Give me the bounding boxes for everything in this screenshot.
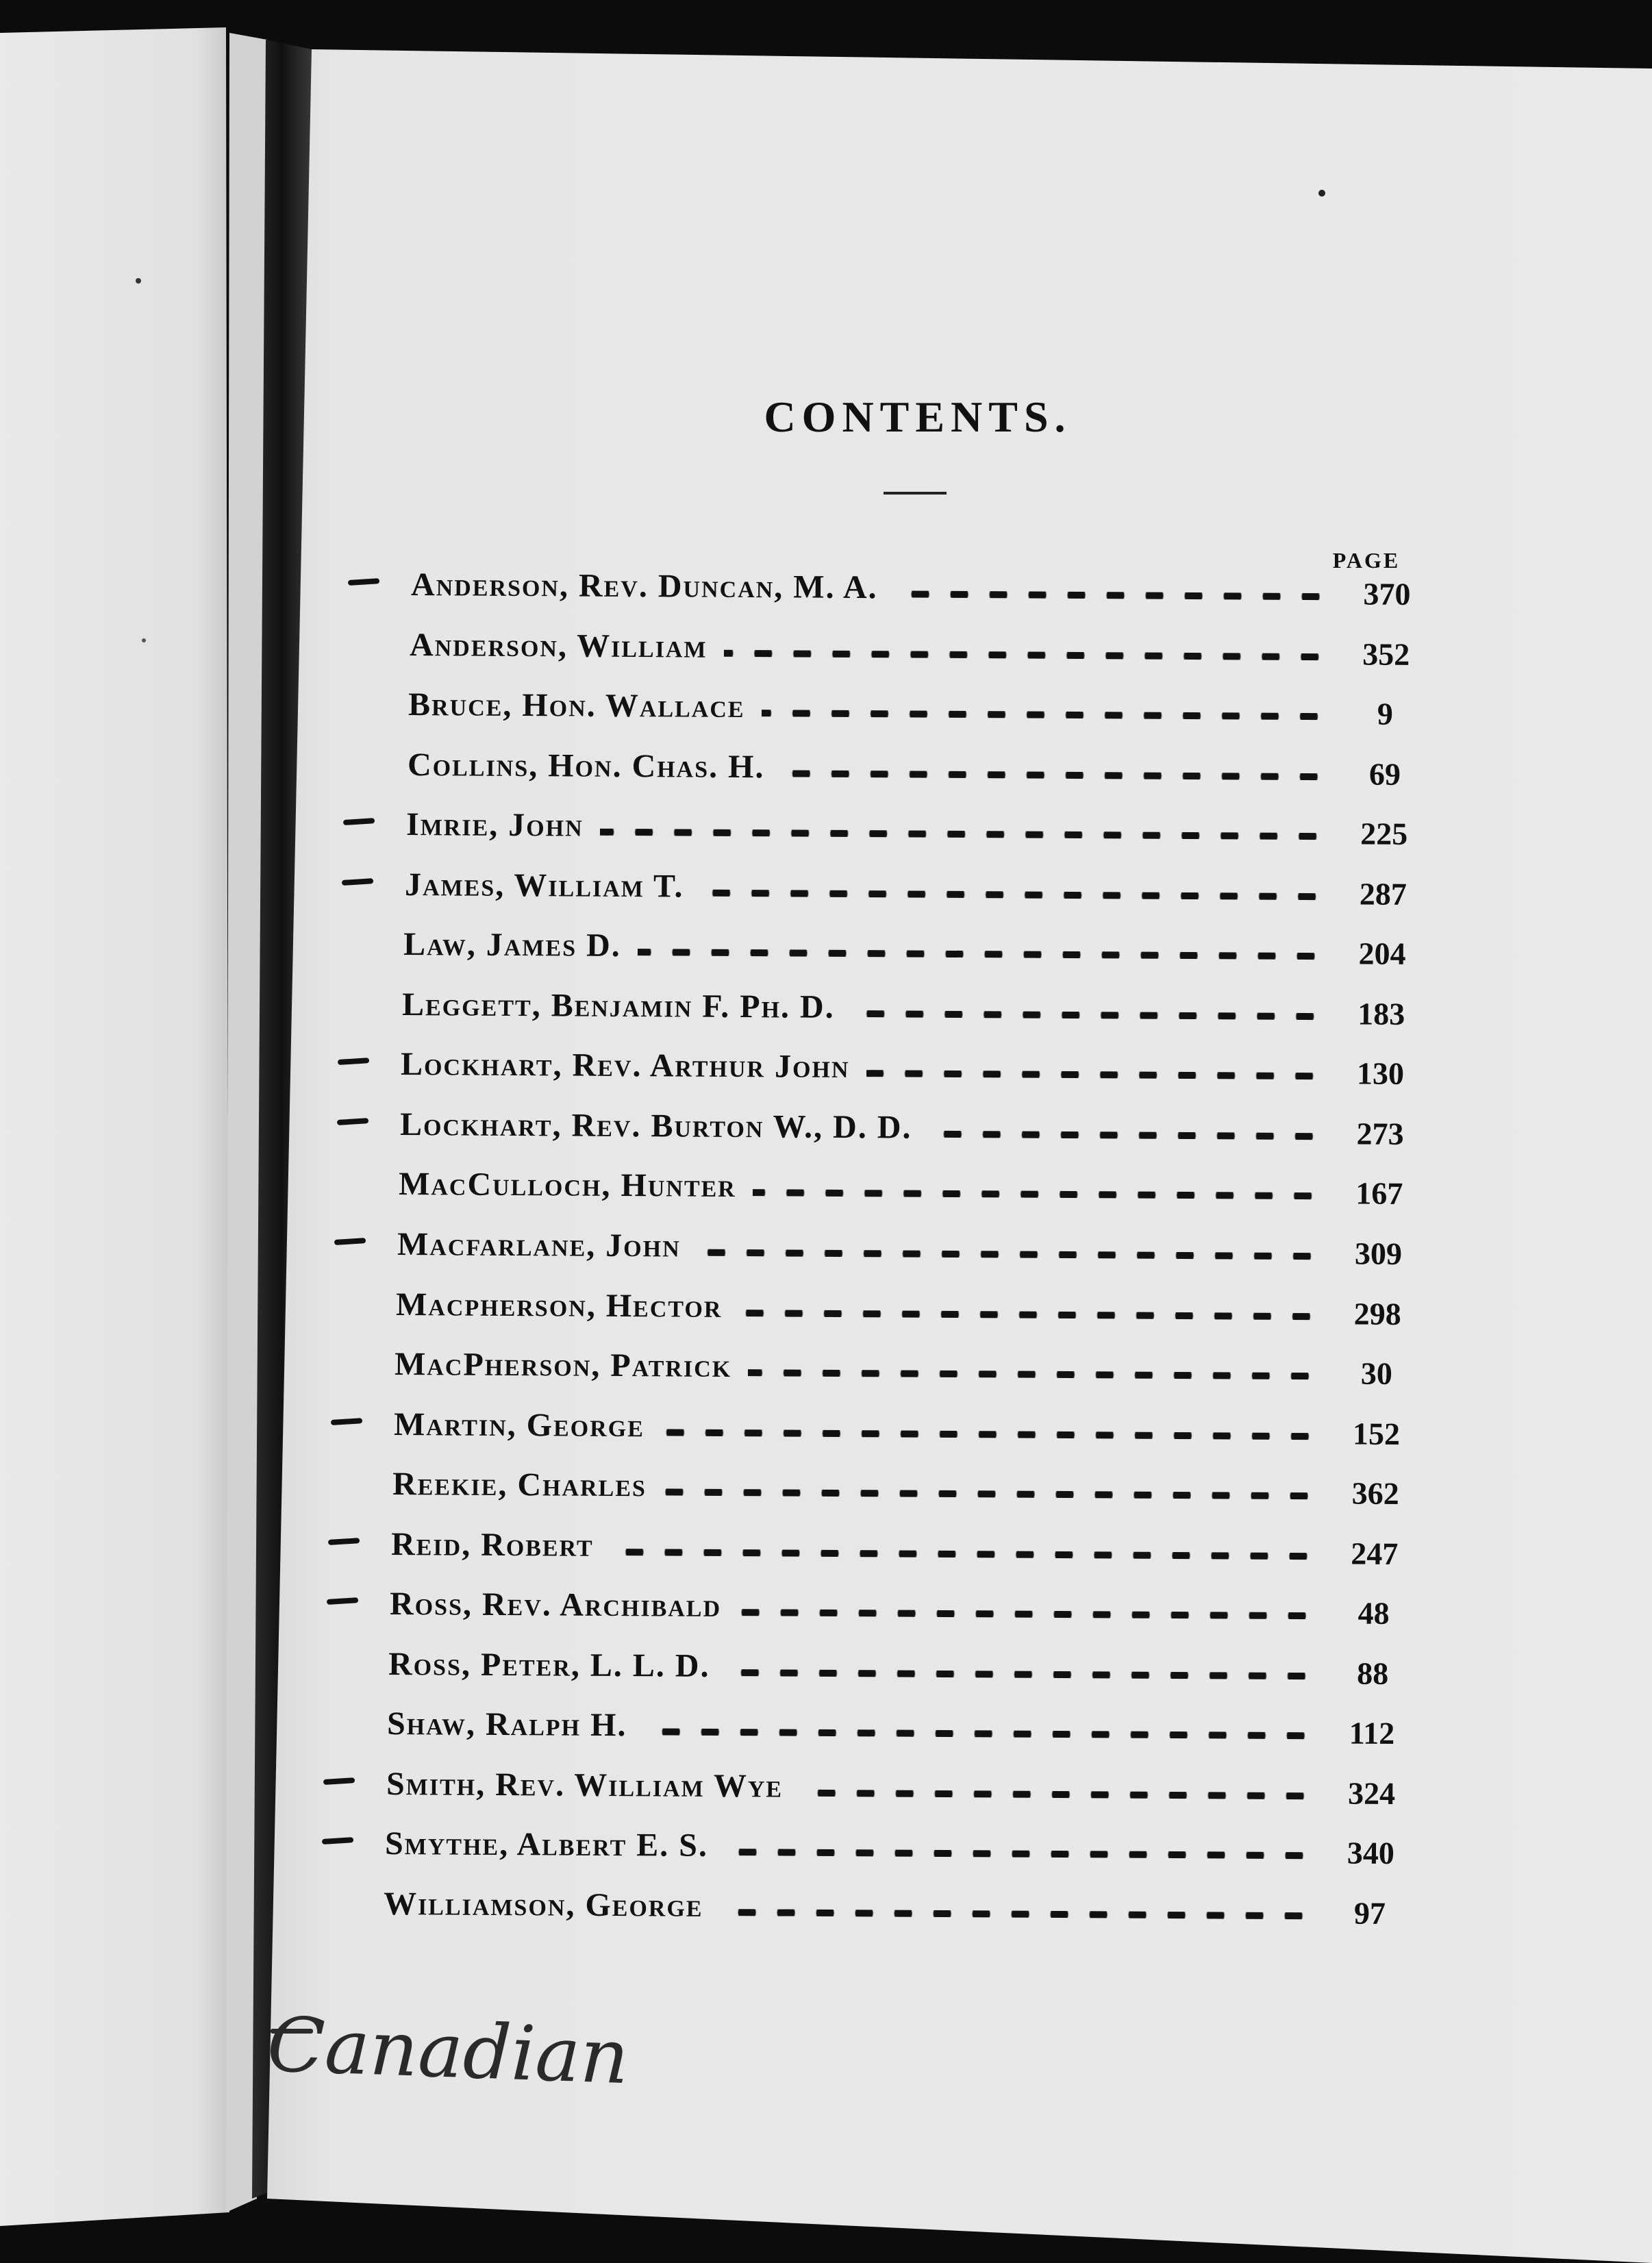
entry-page-number: 273 [1356, 1116, 1404, 1151]
dot-leader [697, 1249, 1322, 1260]
entry-page-number: 112 [1349, 1715, 1395, 1751]
entry-page-number: 309 [1354, 1236, 1403, 1271]
contents-entry [405, 866, 1428, 920]
contents-entry [384, 1885, 1414, 1939]
contents-entry [392, 1465, 1421, 1519]
entry-name: Law, James D. [403, 926, 621, 964]
margin-tick-mark [336, 1118, 368, 1125]
contents-entry [399, 1105, 1425, 1160]
margin-tick-mark [327, 1597, 358, 1605]
dot-leader [739, 1310, 1321, 1320]
margin-tick-mark [348, 578, 379, 586]
entry-name: Ross, Rev. Archibald [389, 1586, 722, 1625]
entry-name: Imrie, John [405, 806, 584, 844]
entry-page-number: 324 [1347, 1775, 1395, 1811]
entry-page-number: 247 [1351, 1536, 1399, 1571]
entry-page-number: 298 [1353, 1296, 1401, 1331]
dot-leader [749, 1369, 1320, 1379]
entry-name: Ross, Peter, L. L. D. [388, 1645, 710, 1684]
contents-entry [386, 1765, 1416, 1819]
entry-page-number: 204 [1358, 936, 1406, 972]
contents-entry [390, 1585, 1418, 1639]
entry-name: Williamson, George [383, 1886, 703, 1924]
entry-page-number: 69 [1368, 756, 1401, 792]
contents-entry [393, 1405, 1421, 1460]
dot-leader [799, 1790, 1314, 1800]
margin-tick-mark [330, 1418, 362, 1425]
entry-name: Anderson, Rev. Duncan, M. A. [410, 566, 878, 606]
margin-tick-mark [328, 1538, 360, 1545]
entry-name: Anderson, William [410, 626, 708, 665]
contents-entry [403, 925, 1427, 979]
entry-page-number: 370 [1363, 576, 1411, 612]
dot-leader [781, 770, 1327, 780]
contents-entry [385, 1825, 1416, 1879]
dot-leader [610, 1549, 1318, 1560]
handwritten-note: Canadian [265, 2000, 631, 2101]
contents-entry [397, 1225, 1423, 1279]
entry-name: MacCulloch, Hunter [398, 1166, 736, 1205]
margin-tick-mark [334, 1238, 366, 1245]
entry-page-number: 225 [1360, 816, 1408, 852]
dot-leader [928, 1131, 1323, 1140]
entry-name: Smythe, Albert E. S. [384, 1825, 708, 1864]
entry-name: Macfarlane, John [397, 1226, 681, 1264]
contents-entry [391, 1525, 1419, 1579]
entry-name: Collins, Hon. Chas. H. [407, 746, 765, 785]
margin-tick-mark [343, 818, 375, 825]
entry-page-number: 167 [1355, 1175, 1403, 1212]
dot-leader [663, 1489, 1318, 1500]
contents-entry [406, 805, 1429, 860]
dot-leader [894, 590, 1330, 600]
entry-name: Macpherson, Hector [396, 1286, 723, 1325]
page-column-heading: PAGE [1332, 548, 1401, 573]
dot-leader [753, 1190, 1323, 1200]
entry-page-number: 30 [1361, 1355, 1393, 1391]
page-title: CONTENTS. [764, 392, 1072, 441]
entry-name: Leggett, Benjamin F. Ph. D. [402, 986, 836, 1025]
margin-tick-mark [338, 1058, 369, 1065]
entry-page-number: 48 [1357, 1595, 1390, 1631]
dot-leader [600, 829, 1327, 840]
dot-leader [725, 1849, 1314, 1859]
contents-entry [387, 1705, 1416, 1759]
entry-page-number: 340 [1347, 1836, 1394, 1871]
entry-name: Shaw, Ralph H. [387, 1705, 628, 1744]
contents-entry [396, 1286, 1423, 1340]
dot-leader [851, 1010, 1325, 1020]
entry-name: Bruce, Hon. Wallace [408, 686, 746, 725]
entry-name: Smith, Rev. William Wye [386, 1765, 783, 1805]
entry-page-number: 9 [1377, 696, 1394, 732]
entry-name: Lockhart, Rev. Arthur John [401, 1046, 851, 1086]
dot-leader [866, 1071, 1324, 1080]
entry-name: Martin, George [393, 1405, 644, 1444]
dot-leader [762, 710, 1329, 720]
entry-page-number: 287 [1359, 876, 1407, 912]
entry-page-number: 88 [1357, 1655, 1389, 1691]
entry-name: James, William T. [404, 866, 684, 905]
contents-entry [395, 1345, 1421, 1399]
dot-leader [738, 1609, 1316, 1619]
dot-leader [724, 649, 1329, 660]
entry-page-number: 183 [1357, 996, 1405, 1032]
entry-page-number: 97 [1353, 1895, 1386, 1931]
dot-leader [727, 1669, 1316, 1679]
entry-page-number: 352 [1362, 636, 1410, 672]
dot-leader [644, 1729, 1315, 1740]
entry-page-number: 152 [1352, 1416, 1400, 1451]
contents-entry [401, 1045, 1425, 1099]
dot-leader [661, 1429, 1319, 1440]
entry-name: Reekie, Charles [392, 1466, 647, 1504]
entry-page-number: 362 [1351, 1475, 1399, 1512]
entry-name: Reid, Robert [390, 1525, 594, 1564]
contents-entry [411, 566, 1431, 620]
contents-entry [408, 686, 1430, 740]
dot-leader [638, 949, 1325, 960]
entry-page-number: 130 [1357, 1055, 1405, 1092]
margin-tick-mark [322, 1838, 353, 1845]
entry-name: MacPherson, Patrick [395, 1346, 732, 1385]
contents-entry [399, 1165, 1424, 1219]
entry-name: Lockhart, Rev. Burton W., D. D. [399, 1105, 912, 1146]
contents-entry [402, 986, 1426, 1040]
dot-leader [720, 1909, 1313, 1919]
margin-tick-mark [323, 1777, 354, 1785]
contents-entry [388, 1645, 1418, 1699]
contents-entry [407, 746, 1429, 800]
contents-entry [410, 626, 1431, 680]
dot-leader [701, 889, 1327, 900]
margin-tick-mark [342, 878, 373, 886]
